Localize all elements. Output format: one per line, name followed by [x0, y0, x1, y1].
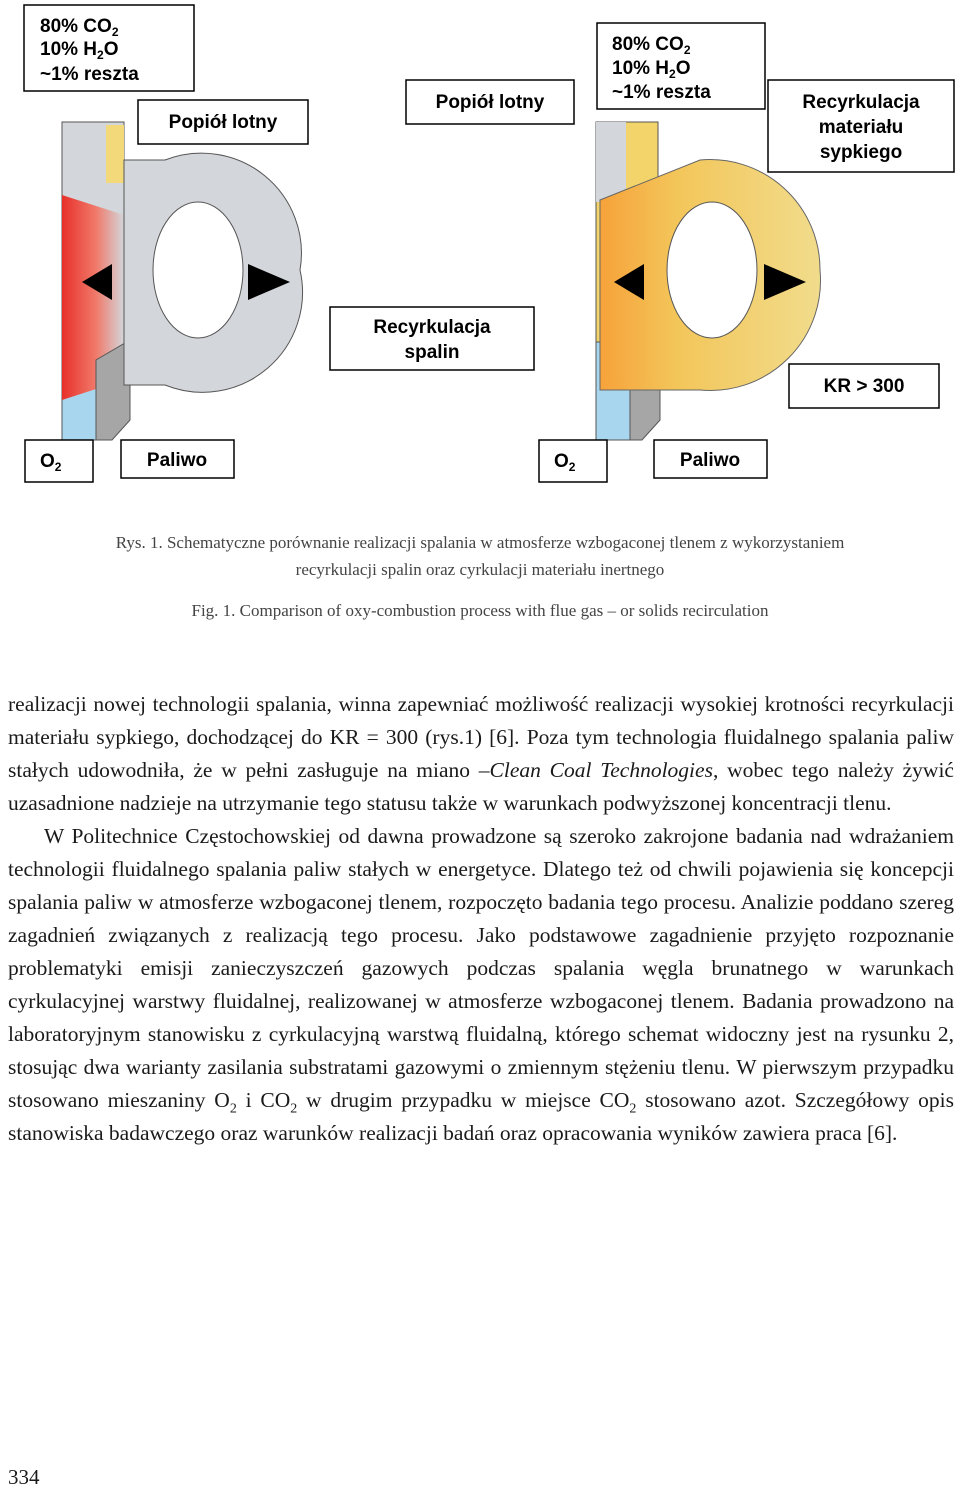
- svg-text:~1% reszta: ~1% reszta: [40, 64, 139, 85]
- svg-text:Popiół lotny: Popiół lotny: [168, 112, 278, 133]
- svg-text:Paliwo: Paliwo: [146, 450, 208, 471]
- figure-oxy-combustion-schematic: [0, 0, 960, 500]
- svg-text:80% CO2: 80% $CO_2$: [612, 34, 691, 57]
- svg-text:O2: $O_2$: [40, 451, 62, 474]
- left-reactor: [62, 122, 303, 440]
- svg-text:O2: $O_2$: [554, 451, 576, 474]
- svg-text:Popiół lotny: Popiół lotny: [435, 92, 545, 113]
- svg-text:sypkiego: sypkiego: [819, 142, 903, 163]
- left-oxygen-box: [25, 440, 93, 482]
- svg-text:Recyrkulacja: Recyrkulacja: [802, 92, 920, 113]
- figure-caption-pl-line2: recyrkulacji spalin oraz cyrkulacji materiału inertnego: [295, 560, 665, 579]
- svg-text:Paliwo: Paliwo: [679, 450, 741, 471]
- svg-text:~1% reszta: ~1% reszta: [612, 82, 711, 103]
- figure-caption-pl-line1: Rys. 1. Schematyczne porównanie realizacji spalania w atmosferze wzbogaconej tlenem z wykorzystaniem: [115, 533, 845, 552]
- svg-text:materiału: materiału: [818, 117, 904, 138]
- left-ash-box: [138, 100, 308, 144]
- svg-text:KR > 300: KR > 300: [823, 376, 905, 397]
- body-text: [8, 688, 954, 1150]
- left-composition-box: [24, 5, 194, 91]
- figure-caption-en: Fig. 1. Comparison of oxy-combustion process with flue gas – or solids recirculation: [191, 601, 769, 620]
- svg-text:Recyrkulacja: Recyrkulacja: [373, 317, 491, 338]
- paragraph-2: W Politechnice Częstochowskiej od dawna prowadzone są szeroko zakrojone badania nad wdrażaniem technologii fluidalnego spalania paliw stałych w energetyce. Dlatego też od chwili pojawienia się koncepcji spalania paliw w atmosferze wzbogaconej tlenem, rozpoczęto badania tego procesu. Analizie poddano szereg zagadnień związanych z realizacją tego procesu. Jako podstawowe zagadnienie przyjęto rozpoznanie problematyki emisji zanieczyszczeń gazowych podczas spalania węgla brunatnego w warunkach cyrkulacyjnej warstwy fluidalnej, realizowanej w atmosferze wzbogaconej tlenem. Badania prowadzono na laboratoryjnym stanowisku z cyrkulacyjną warstwą fluidalną, którego schemat widoczny jest na rysunku 2, stosując dwa warianty zasilania substratami gazowymi o zmiennym stężeniu tlenu. W pierwszym przypadku stosowano mieszaniny $O_2$ i $CO_2$ w drugim przypadku w miejsce $CO_2$ stosowano azot. Szczegółowy opis stanowiska badawczego oraz warunków realizacji badań oraz opracowania wyników zawiera praca [6].: [8, 824, 955, 1145]
- kr-ratio-box: [789, 364, 939, 408]
- svg-text:80% CO2: 80% $CO_2$: [40, 16, 119, 39]
- right-ash-box: [406, 80, 574, 124]
- svg-text:10% H2O: 10% $H_2O$: [612, 58, 691, 81]
- left-ring-hole: [153, 202, 243, 338]
- paragraph-1: realizacji nowej technologii spalania, winna zapewniać możliwość realizacji wysokiej krotności recyrkulacji materiału sypkiego, dochodzącej do KR = 300 (rys.1) [6]. Poza tym technologia fluidalnego spalania paliw stałych udowodniła, że w pełni zasługuje na miano –Clean Coal Technologies, wobec tego należy żywić uzasadnione nadzieje na utrzymanie tego statusu także w warunkach podwyższonej koncentracji tlenu.: [8, 692, 954, 815]
- left-hot-strip: [106, 125, 124, 183]
- right-ring-hole: [667, 202, 757, 338]
- page-number: 334: [8, 1465, 40, 1489]
- left-fuel-box: [121, 440, 234, 478]
- right-riser-top: [596, 122, 626, 202]
- svg-text:10% H2O: 10% $H_2O$: [40, 39, 119, 62]
- right-fuel-box: [654, 440, 767, 478]
- svg-text:spalin: spalin: [404, 342, 460, 363]
- right-composition-box: [597, 23, 765, 109]
- solids-recirculation-box: [768, 80, 954, 172]
- right-oxygen-box: [539, 440, 607, 482]
- flue-gas-recirculation-box: [330, 307, 534, 370]
